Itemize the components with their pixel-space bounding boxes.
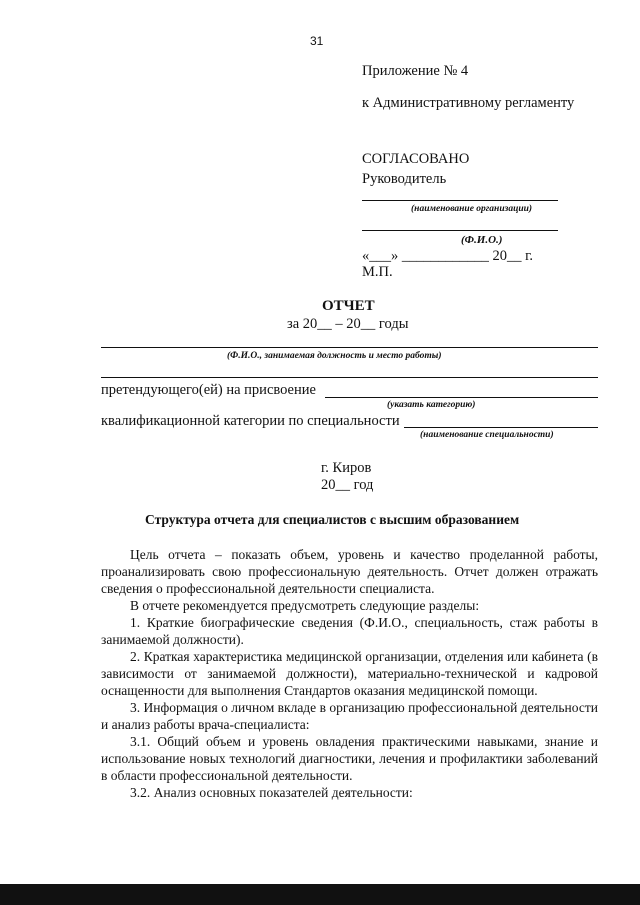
fio-position-caption: (Ф.И.О., занимаемая должность и место работы): [227, 351, 442, 361]
paragraph-item-3-2: 3.2. Анализ основных показателей деятельности:: [130, 785, 413, 800]
paragraph-item-1: 1. Краткие биографические сведения (Ф.И.О., специальность, стаж работы в занимаемой должности).: [101, 615, 598, 647]
stamp-label: М.П.: [362, 264, 393, 280]
agreed-label: СОГЛАСОВАНО: [362, 151, 470, 167]
page-number: 31: [310, 34, 324, 48]
structure-heading: Структура отчета для специалистов с высшим образованием: [145, 512, 520, 527]
org-name-caption: (наименование организации): [411, 204, 533, 214]
paragraph-sections-intro: В отчете рекомендуется предусмотреть следующие разделы:: [130, 598, 480, 613]
category-line: [325, 397, 598, 398]
category-caption: (указать категорию): [387, 400, 476, 410]
paragraph-purpose: Цель отчета – показать объем, уровень и качество проделанной работы, проанализировать свою профессиональную деятельность. Отчет должен отражать сведения о профессиональной деятельности специалиста.: [101, 547, 598, 596]
fio-line: [362, 230, 558, 231]
city: г. Киров: [321, 460, 372, 476]
report-title: ОТЧЕТ: [322, 298, 375, 314]
body-text: [101, 546, 598, 801]
qualification-label: квалификационной категории по специальности: [101, 413, 400, 429]
head-label: Руководитель: [362, 171, 447, 187]
specialty-line: [404, 427, 598, 428]
paragraph-item-3-1: 3.1. Общий объем и уровень овладения практическими навыками, знание и использование новых технологий диагностики, лечения и профилактики заболеваний в области профессиональной деятельности.: [101, 734, 598, 783]
blank-line: [101, 377, 598, 378]
paragraph-item-2: 2. Краткая характеристика медицинской организации, отделения или кабинета (в зависимости от занимаемой должности), материально-технической и кадровой оснащенности для выполнения Стандартов оказания медицинской помощи.: [101, 649, 598, 698]
year: 20__ год: [321, 477, 374, 493]
scan-edge-bar: [0, 884, 640, 905]
fio-caption: (Ф.И.О.): [461, 234, 503, 246]
specialty-caption: (наименование специальности): [420, 430, 554, 440]
date-line: «___» ____________ 20__ г.: [362, 248, 534, 264]
appendix-regulation: к Административному регламенту: [362, 95, 575, 111]
org-name-line: [362, 200, 558, 201]
fio-position-line: [101, 347, 598, 348]
paragraph-item-3: 3. Информация о личном вкладе в организацию профессиональной деятельности и анализ работы врача-специалиста:: [101, 700, 598, 732]
applicant-label: претендующего(ей) на присвоение: [101, 382, 316, 398]
report-period: за 20__ – 20__ годы: [287, 316, 409, 332]
appendix-number: Приложение № 4: [362, 63, 469, 79]
